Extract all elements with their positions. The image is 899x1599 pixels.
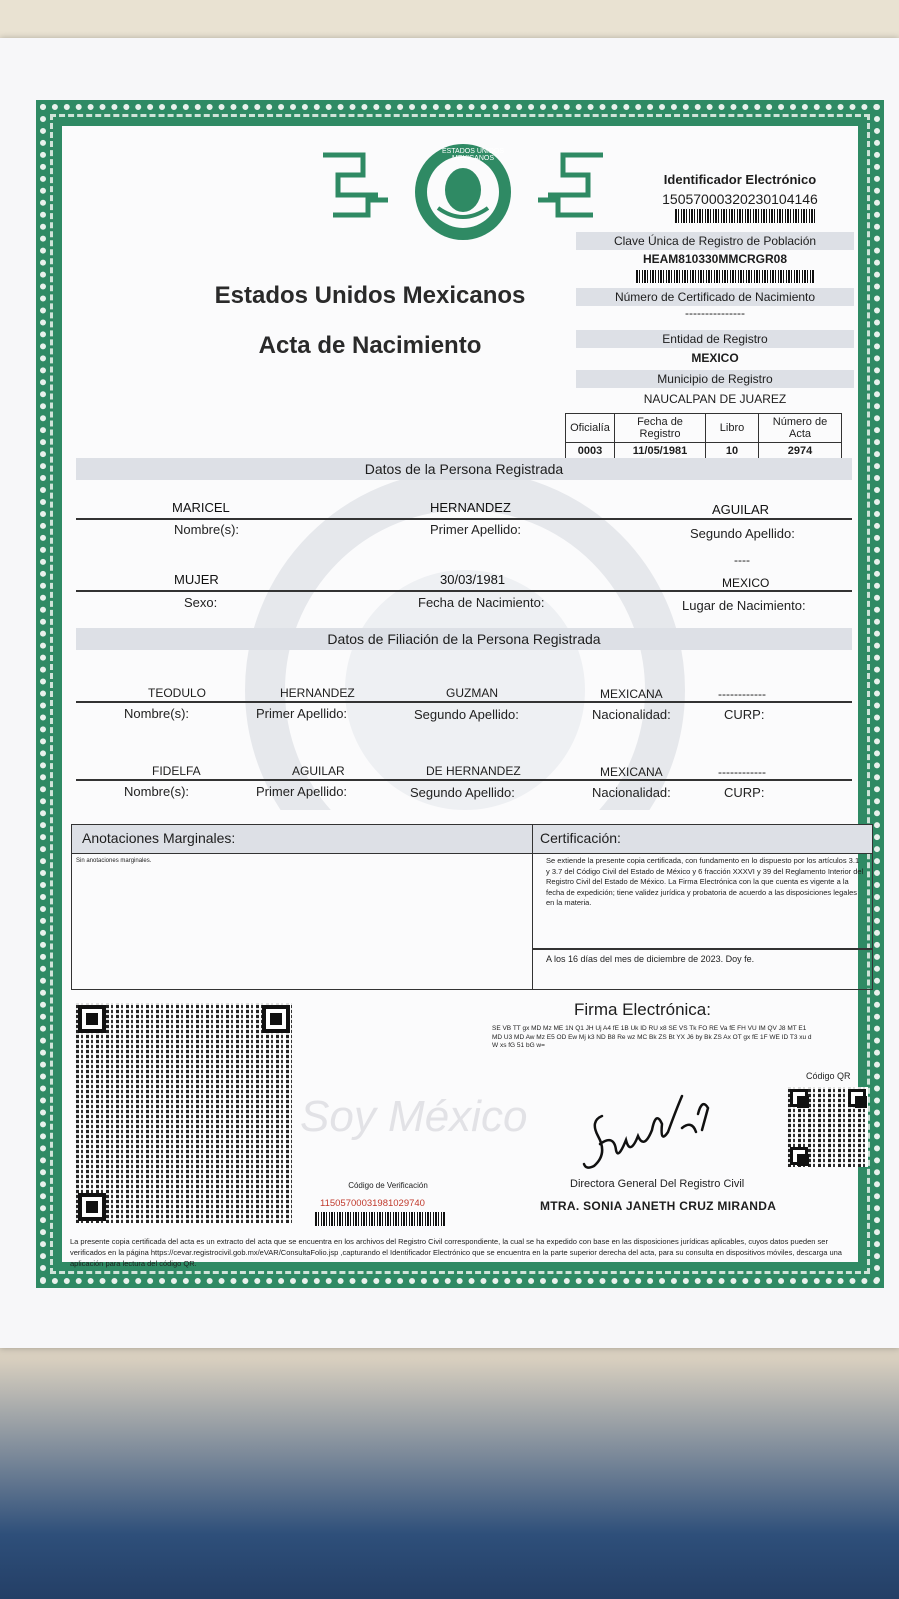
registry-value: 11/05/1981 [615, 443, 706, 460]
country-title: Estados Unidos Mexicanos [214, 282, 526, 309]
madre-apellido1-label: Primer Apellido: [256, 784, 348, 799]
divider [76, 779, 852, 781]
persona-apellido1: HERNANDEZ [430, 500, 511, 515]
padre-nacionalidad: MEXICANA [600, 687, 663, 701]
divider [76, 590, 852, 592]
soy-mexico-watermark: Soy México [300, 1092, 528, 1141]
verif-barcode [315, 1212, 445, 1226]
firma-title: Firma Electrónica: [574, 1000, 711, 1019]
persona-section-title: Datos de la Persona Registrada [76, 458, 852, 480]
certificacion-title: Certificación: [540, 830, 621, 846]
electronic-id-label: Identificador Electrónico [663, 172, 817, 187]
madre-apellido1: AGUILAR [292, 764, 345, 778]
madre-nacionalidad-label: Nacionalidad: [592, 785, 671, 800]
registry-header: Libro [706, 414, 759, 443]
qr-label: Código QR [806, 1071, 851, 1081]
registry-value: 2974 [759, 443, 842, 460]
anotaciones-text: Sin anotaciones marginales. [76, 858, 152, 864]
verif-value: 11505700031981029740 [320, 1198, 425, 1209]
persona-lugar-nac: MEXICO [722, 576, 770, 590]
filiacion-section-title: Datos de Filiación de la Persona Registrada [76, 628, 852, 650]
padre-apellido1-label: Primer Apellido: [256, 706, 348, 721]
persona-apellido2-label: Segundo Apellido: [690, 526, 795, 541]
entity-value: MEXICO [691, 351, 739, 365]
persona-fecha-nac: 30/03/1981 [440, 572, 506, 587]
registry-header: Número de Acta [759, 414, 842, 443]
registry-header: Oficialía [566, 414, 615, 443]
document-title: Acta de Nacimiento [258, 332, 482, 359]
certificacion-fecha: A los 16 días del mes de diciembre de 2023. Doy fe. [546, 954, 755, 964]
padre-nacionalidad-label: Nacionalidad: [592, 707, 671, 722]
seal-text: ESTADOS UNIDOS MEXICANOS [441, 148, 505, 162]
madre-apellido2: DE HERNANDEZ [426, 764, 521, 778]
registry-value: 10 [706, 443, 759, 460]
curp-value: HEAM810330MMCRGR08 [642, 252, 788, 266]
padre-curp-label: CURP: [724, 707, 765, 722]
madre-nombre: FIDELFA [152, 764, 201, 778]
madre-nacionalidad: MEXICANA [600, 765, 663, 779]
firma-hash: SE VB TT gx MD Mz ME 1N Q1 JH Uj A4 fE 1B Uk ID RU x8 SE VS Tk FO RE Va fE FH VU IM QV J8 MT E1 MD U3 MD Aw Mz E5 OD Ew Mj k3 ND B8 Re wz MC Bk ZS Bt YX J6 by Bk ZS Ax OT gx fE 1F WE ID T3 xu dW xs fG 51 bG w= [492, 1025, 812, 1049]
persona-apellido2: AGUILAR [712, 502, 770, 517]
persona-lugar-nac-label: Lugar de Nacimiento: [682, 598, 806, 613]
electronic-id-barcode [675, 209, 815, 223]
divider [76, 701, 852, 703]
padre-apellido1: HERNANDEZ [280, 686, 355, 700]
director-name: MTRA. SONIA JANETH CRUZ MIRANDA [540, 1199, 777, 1213]
municipio-value: NAUCALPAN DE JUAREZ [643, 392, 787, 406]
curp-barcode [636, 270, 814, 283]
persona-curp-dash: ---- [734, 553, 750, 567]
madre-apellido2-label: Segundo Apellido: [410, 785, 515, 800]
signature-icon [580, 1086, 740, 1176]
entity-label: Entidad de Registro [662, 332, 768, 346]
divider [532, 948, 873, 950]
registry-table [565, 413, 842, 460]
small-qr-code-icon [788, 1087, 868, 1167]
padre-curp: ------------ [718, 687, 766, 701]
madre-nombre-label: Nombre(s): [124, 784, 190, 799]
registry-value: 0003 [566, 443, 615, 460]
persona-sexo-label: Sexo: [184, 595, 218, 610]
persona-fecha-nac-label: Fecha de Nacimiento: [418, 595, 545, 610]
persona-apellido1-label: Primer Apellido: [430, 522, 522, 537]
registry-header: Fecha de Registro [615, 414, 706, 443]
padre-nombre: TEODULO [148, 686, 207, 700]
director-title: Directora General Del Registro Civil [570, 1178, 745, 1190]
anotaciones-title: Anotaciones Marginales: [82, 830, 236, 846]
birth-cert-label: Número de Certificado de Nacimiento [614, 290, 816, 304]
persona-sexo: MUJER [174, 572, 219, 587]
madre-curp-label: CURP: [724, 785, 765, 800]
electronic-id-value: 15057000320230104146 [662, 191, 818, 207]
municipio-label: Municipio de Registro [657, 372, 773, 386]
certificacion-text: Se extiende la presente copia certificada, con fundamento en lo dispuesto por los artículos 3.1 y 3.7 del Código Civil del Estado de México y 6 fracción XXXVI y 39 del Reglamento Interior del Registro Civil del Estado de México. La Firma Electrónica con la que cuenta es vigente a la fecha de expedición; tiene validez jurídica y probatoria de acuerdo a las disposiciones legales en la materia. [546, 856, 864, 907]
divider [76, 518, 852, 520]
large-qr-code-icon [76, 1003, 292, 1223]
birth-cert-value: --------------- [685, 306, 745, 320]
verif-label: Código de Verificación [348, 1181, 428, 1190]
persona-nombre: MARICEL [172, 500, 230, 515]
padre-apellido2: GUZMAN [446, 686, 498, 700]
padre-apellido2-label: Segundo Apellido: [414, 707, 519, 722]
curp-label: Clave Única de Registro de Población [613, 234, 817, 248]
padre-nombre-label: Nombre(s): [124, 706, 190, 721]
madre-curp: ------------ [718, 765, 766, 779]
persona-nombre-label: Nombre(s): [174, 522, 240, 537]
footer-disclaimer: La presente copia certificada del acta es un extracto del acta que se encuentra en los archivos del Registro Civil correspondiente, la cual se ha expedido con base en las disposiciones jurídicas aplicables, cuyos datos pueden ser verificados en la página https://cevar.registrocivil.gob.mx/eVAR/ConsultaFolio.jsp ,capturando el Identificador Electrónico que se encuentra en la parte superior derecha del acta, para su consulta en dispositivos móviles, descarga una aplicación para lectura del código QR. [70, 1237, 842, 1268]
